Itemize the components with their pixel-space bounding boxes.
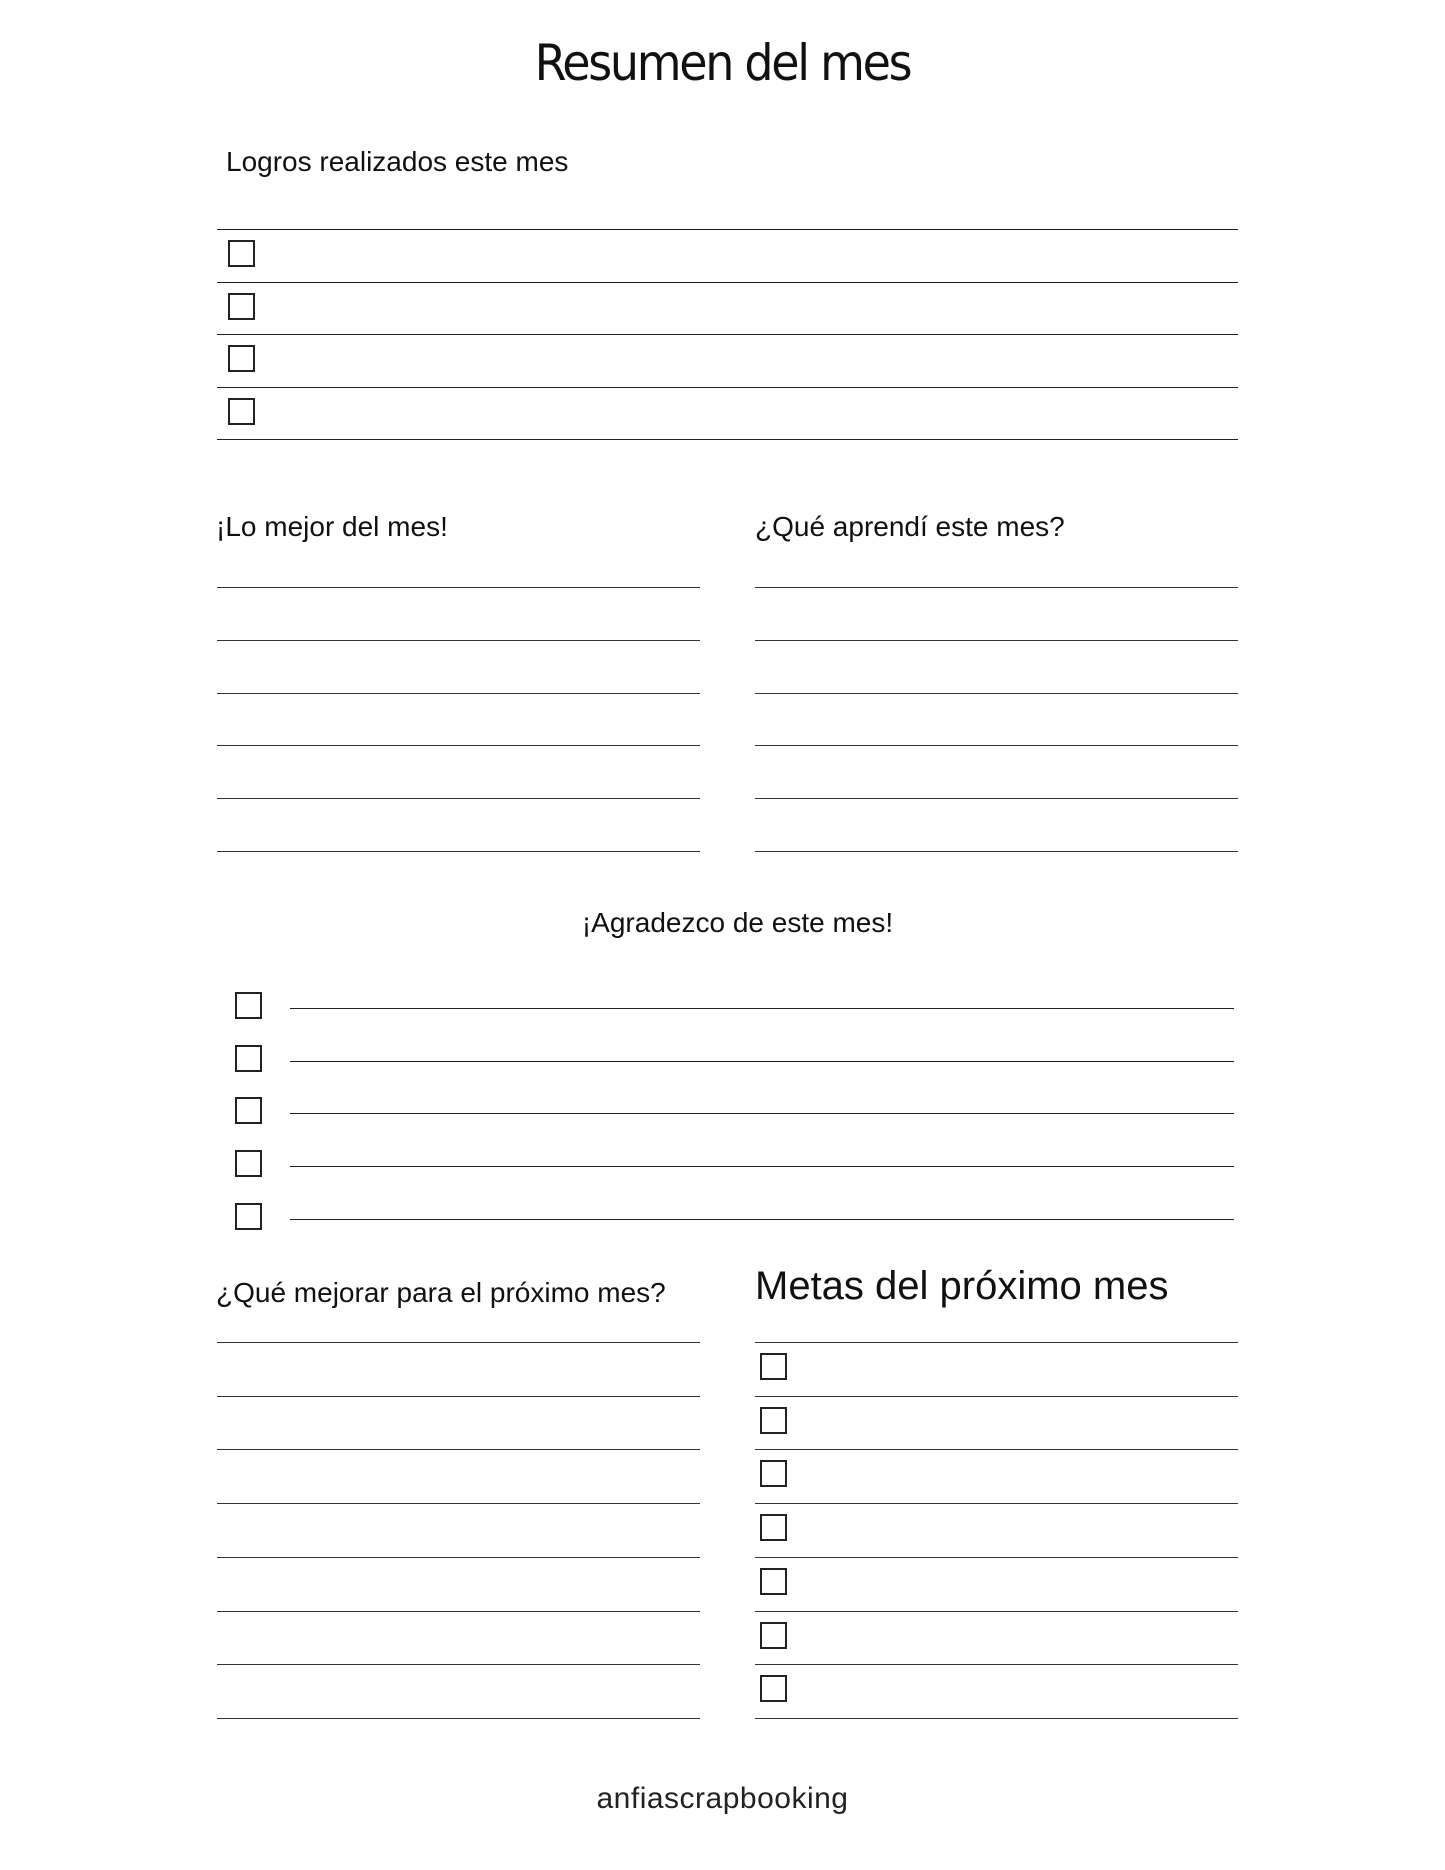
agradezco-checkbox[interactable]: [235, 1203, 262, 1230]
logros-checkbox[interactable]: [228, 293, 255, 320]
agradezco-heading: ¡Agradezco de este mes!: [581, 907, 894, 938]
logros-row-rule: [217, 334, 1238, 335]
mejorar-line[interactable]: [217, 1342, 700, 1343]
metas-checkbox[interactable]: [760, 1622, 787, 1649]
metas-row-rule: [755, 1718, 1238, 1719]
lo-mejor-line[interactable]: [217, 851, 700, 852]
agradezco-checkbox[interactable]: [235, 992, 262, 1019]
aprendi-line[interactable]: [755, 745, 1238, 746]
aprendi-line[interactable]: [755, 640, 1238, 641]
logros-checkbox[interactable]: [228, 345, 255, 372]
logros-row-rule: [217, 439, 1238, 440]
logros-top-rule: [217, 229, 1238, 230]
mejorar-line[interactable]: [217, 1611, 700, 1612]
metas-row-rule: [755, 1664, 1238, 1665]
aprendi-line[interactable]: [755, 798, 1238, 799]
agradezco-checkbox[interactable]: [235, 1097, 262, 1124]
mejorar-line[interactable]: [217, 1449, 700, 1450]
aprendi-line[interactable]: [755, 851, 1238, 852]
metas-checkbox[interactable]: [760, 1675, 787, 1702]
lo-mejor-line[interactable]: [217, 798, 700, 799]
lo-mejor-line[interactable]: [217, 693, 700, 694]
lo-mejor-line[interactable]: [217, 587, 700, 588]
agradezco-line[interactable]: [290, 1166, 1234, 1167]
mejorar-line[interactable]: [217, 1396, 700, 1397]
metas-row-rule: [755, 1449, 1238, 1450]
mejorar-line[interactable]: [217, 1557, 700, 1558]
agradezco-checkbox[interactable]: [235, 1150, 262, 1177]
mejorar-heading: ¿Qué mejorar para el próximo mes?: [216, 1277, 666, 1308]
metas-row-rule: [755, 1503, 1238, 1504]
metas-heading: Metas del próximo mes: [755, 1264, 1169, 1308]
lo-mejor-heading: ¡Lo mejor del mes!: [216, 511, 448, 542]
page-title: Resumen del mes: [534, 34, 911, 92]
agradezco-checkbox[interactable]: [235, 1045, 262, 1072]
agradezco-line[interactable]: [290, 1219, 1234, 1220]
metas-row-rule: [755, 1611, 1238, 1612]
lo-mejor-line[interactable]: [217, 745, 700, 746]
aprendi-heading: ¿Qué aprendí este mes?: [755, 511, 1065, 542]
logros-row-rule: [217, 282, 1238, 283]
footer-brand: anfiascrapbooking: [596, 1782, 849, 1815]
metas-checkbox[interactable]: [760, 1568, 787, 1595]
metas-checkbox[interactable]: [760, 1353, 787, 1380]
agradezco-line[interactable]: [290, 1061, 1234, 1062]
agradezco-line[interactable]: [290, 1008, 1234, 1009]
logros-checkbox[interactable]: [228, 398, 255, 425]
metas-top-rule: [755, 1342, 1238, 1343]
lo-mejor-line[interactable]: [217, 640, 700, 641]
aprendi-line[interactable]: [755, 693, 1238, 694]
mejorar-line[interactable]: [217, 1503, 700, 1504]
logros-checkbox[interactable]: [228, 240, 255, 267]
logros-heading: Logros realizados este mes: [226, 146, 569, 177]
metas-row-rule: [755, 1396, 1238, 1397]
metas-checkbox[interactable]: [760, 1407, 787, 1434]
mejorar-line[interactable]: [217, 1718, 700, 1719]
metas-checkbox[interactable]: [760, 1460, 787, 1487]
metas-checkbox[interactable]: [760, 1514, 787, 1541]
mejorar-line[interactable]: [217, 1664, 700, 1665]
aprendi-line[interactable]: [755, 587, 1238, 588]
metas-row-rule: [755, 1557, 1238, 1558]
logros-row-rule: [217, 387, 1238, 388]
agradezco-line[interactable]: [290, 1113, 1234, 1114]
